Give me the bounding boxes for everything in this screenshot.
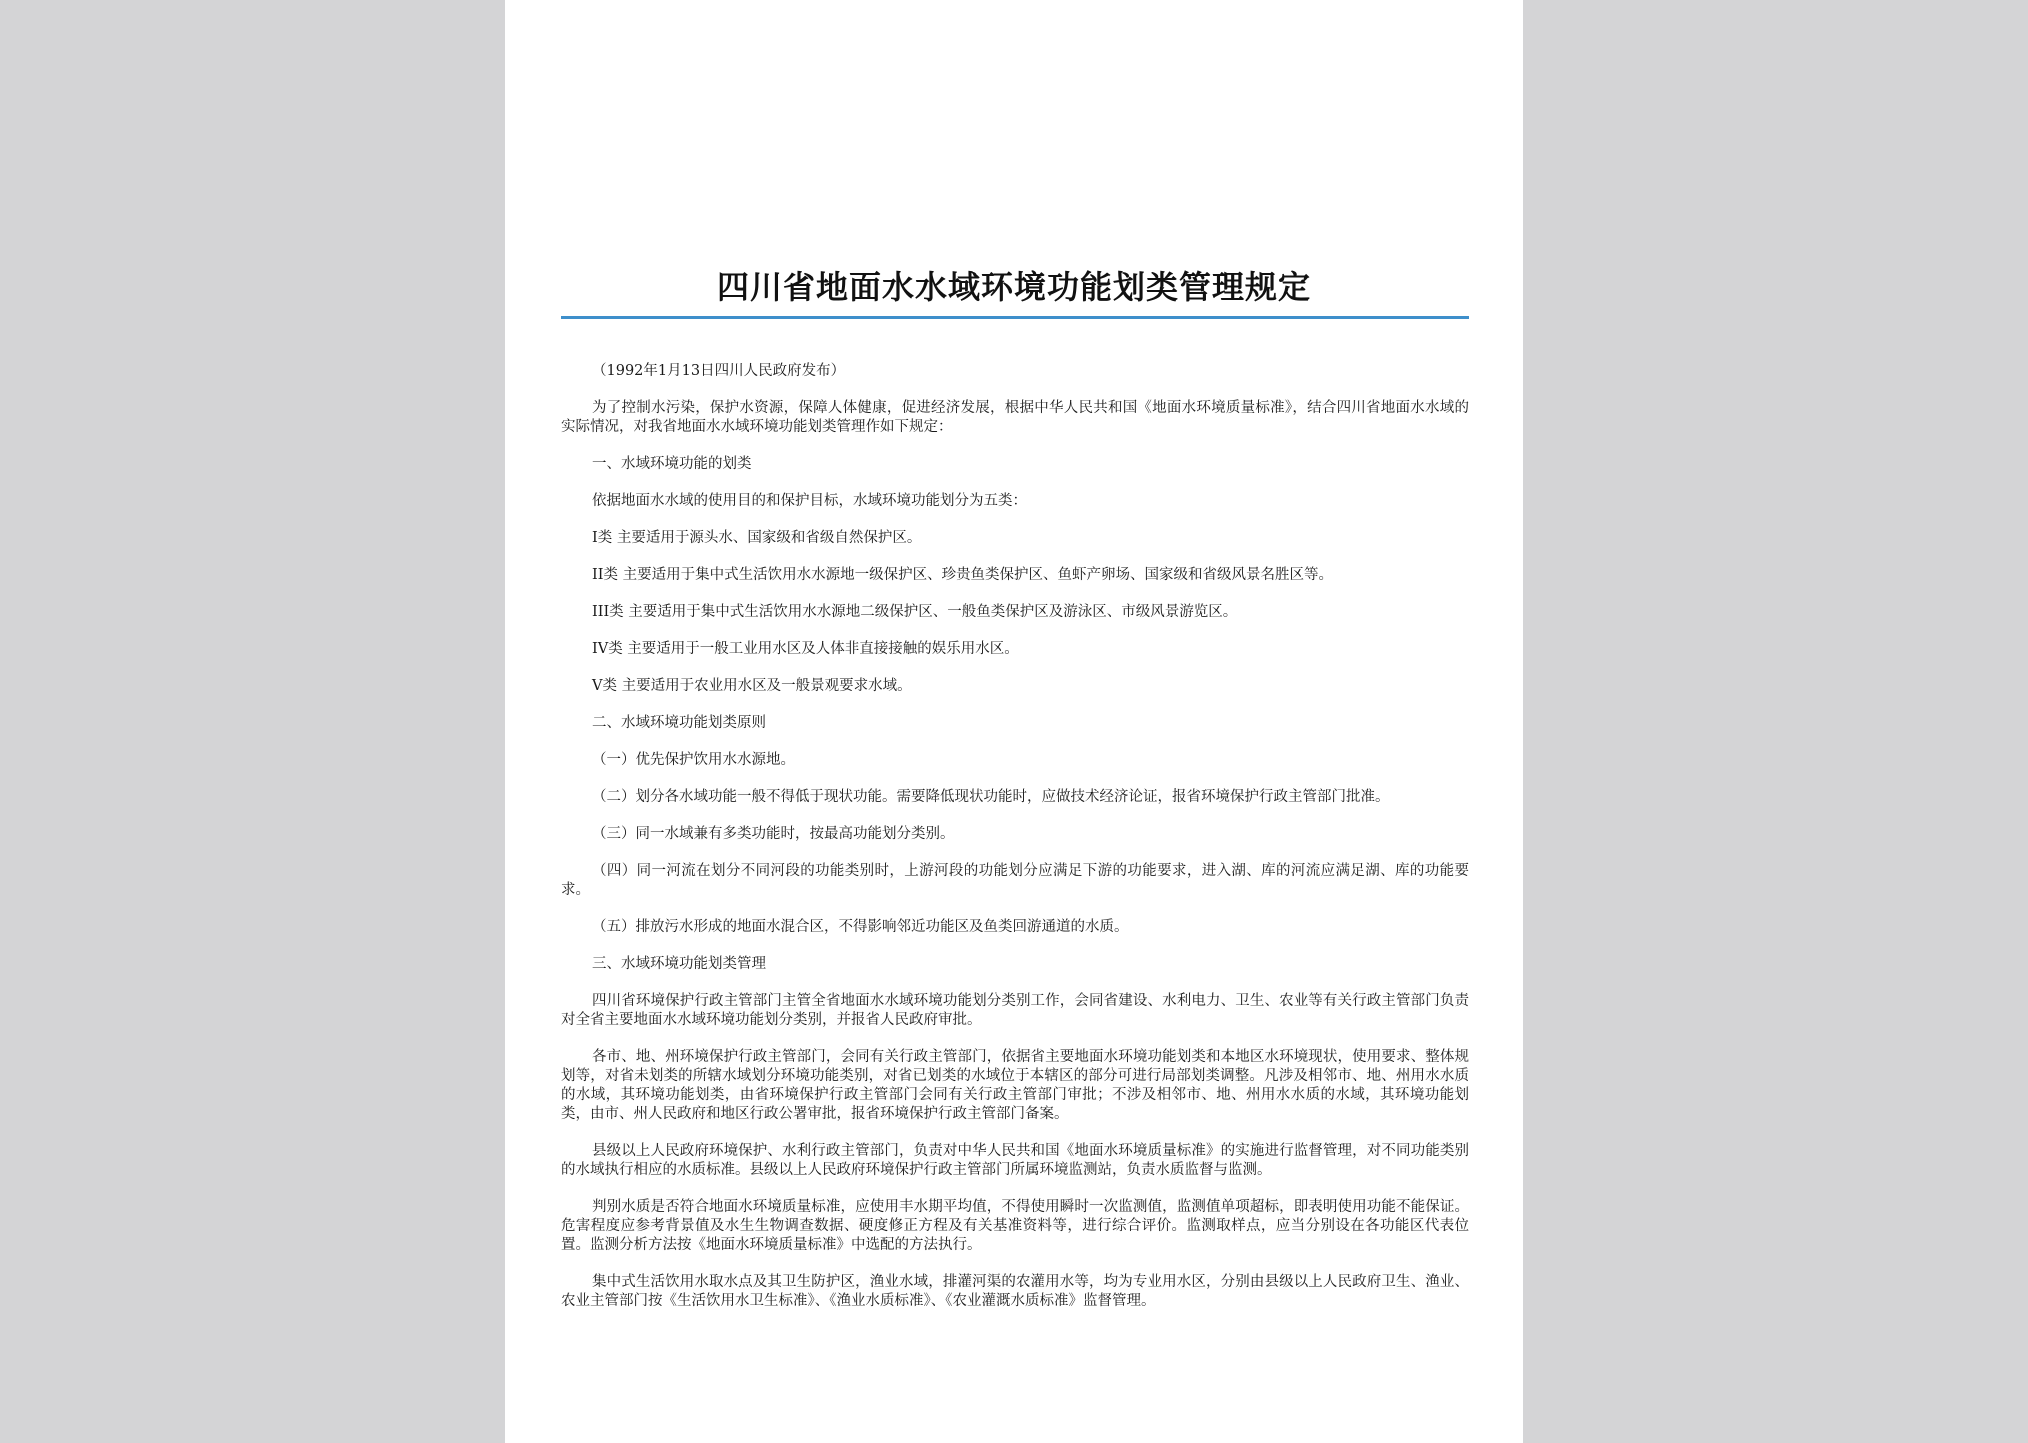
body-paragraph: 依据地面水水域的使用目的和保护目标，水域环境功能划分为五类： [592, 493, 1027, 509]
section-heading-2: 二、水域环境功能划类原则 [592, 715, 766, 731]
class-item-5: V类 主要适用于农业用水区及一般景观要求水域。 [592, 678, 912, 694]
principle-item-2: （二）划分各水域功能一般不得低于现状功能。需要降低现状功能时，应做技术经济论证，报省环境保护行政主管部门批准。 [592, 789, 1390, 805]
document-page [505, 0, 1523, 1443]
section-heading-1: 一、水域环境功能的划类 [592, 456, 752, 472]
class-item-3: III类 主要适用于集中式生活饮用水水源地二级保护区、一般鱼类保护区及游泳区、市级风景游览区。 [592, 604, 1238, 620]
principle-item-3: （三）同一水域兼有多类功能时，按最高功能划分类别。 [592, 826, 955, 842]
body-paragraph: 县级以上人民政府环境保护、水利行政主管部门，负责对中华人民共和国《地面水环境质量标准》的实施进行监督管理，对不同功能类别的水域执行相应的水质标准。县级以上人民政府环境保护行政主管部门所属环境监测站，负责水质监督与监测。 [561, 1143, 1469, 1178]
class-item-4: IV类 主要适用于一般工业用水区及人体非直接接触的娱乐用水区。 [592, 641, 1019, 657]
title-underline [561, 316, 1469, 319]
principle-item-1: （一）优先保护饮用水水源地。 [592, 752, 795, 768]
body-paragraph: 四川省环境保护行政主管部门主管全省地面水水域环境功能划分类别工作，会同省建设、水利电力、卫生、农业等有关行政主管部门负责对全省主要地面水水域环境功能划分类别，并报省人民政府审批。 [561, 993, 1469, 1028]
document-body [561, 362, 1469, 1329]
principle-item-5: （五）排放污水形成的地面水混合区，不得影响邻近功能区及鱼类回游通道的水质。 [592, 919, 1129, 935]
class-item-2: II类 主要适用于集中式生活饮用水水源地一级保护区、珍贵鱼类保护区、鱼虾产卵场、国家级和省级风景名胜区等。 [592, 567, 1334, 583]
body-paragraph: 各市、地、州环境保护行政主管部门，会同有关行政主管部门，依据省主要地面水环境功能划类和本地区水环境现状，使用要求、整体规划等，对省未划类的所辖水域划分环境功能类别，对省已划类的水域位于本辖区的部分可进行局部划类调整。凡涉及相邻市、地、州用水水质的水域，其环境功能划类，由省环境保护行政主管部门会同有关行政主管部门审批；不涉及相邻市、地、州用水水质的水域，其环境功能划类，由市、州人民政府和地区行政公署审批，报省环境保护行政主管部门备案。 [561, 1049, 1469, 1122]
principle-item-4: （四）同一河流在划分不同河段的功能类别时，上游河段的功能划分应满足下游的功能要求，进入湖、库的河流应满足湖、库的功能要求。 [561, 863, 1469, 898]
publication-note: （1992年1月13日四川人民政府发布） [592, 363, 846, 379]
class-item-1: I类 主要适用于源头水、国家级和省级自然保护区。 [592, 530, 922, 546]
body-paragraph: 集中式生活饮用水取水点及其卫生防护区，渔业水域，排灌河渠的农灌用水等，均为专业用水区，分别由县级以上人民政府卫生、渔业、农业主管部门按《生活饮用水卫生标准》、《渔业水质标准》、《农业灌溉水质标准》监督管理。 [561, 1274, 1469, 1309]
body-paragraph: 判别水质是否符合地面水环境质量标准，应使用丰水期平均值，不得使用瞬时一次监测值，监测值单项超标，即表明使用功能不能保证。危害程度应参考背景值及水生生物调查数据、硬度修正方程及有关基准资料等，进行综合评价。监测取样点，应当分别设在各功能区代表位置。监测分析方法按《地面水环境质量标准》中选配的方法执行。 [561, 1199, 1469, 1253]
document-title: 四川省地面水水域环境功能划类管理规定 [716, 268, 1311, 306]
preamble-paragraph: 为了控制水污染，保护水资源，保障人体健康，促进经济发展，根据中华人民共和国《地面水环境质量标准》，结合四川省地面水水域的实际情况，对我省地面水水域环境功能划类管理作如下规定： [561, 400, 1469, 435]
section-heading-3: 三、水域环境功能划类管理 [592, 956, 766, 972]
